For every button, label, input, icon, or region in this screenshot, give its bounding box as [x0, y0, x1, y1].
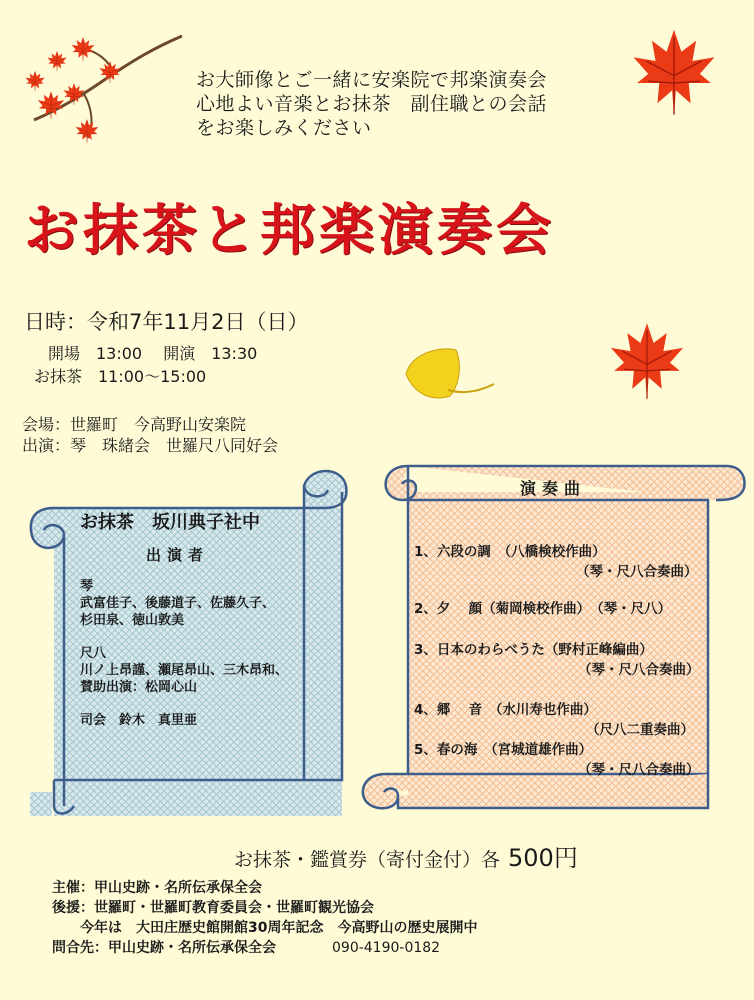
shakuhachi-names: 川ノ上昂謹、瀬尾昂山、三木昂和、 — [80, 663, 289, 678]
support: 後援：世羅町・世羅町教育委員会・世羅町観光協会 — [52, 900, 374, 916]
program-item-note: （琴・尺八合奏曲） — [578, 662, 700, 678]
intro-text — [196, 68, 547, 140]
contact: 問合先：甲山史跡・名所伝承保全会 — [52, 940, 276, 956]
intro-line: 心地よい音楽とお抹茶 副住職との会話 — [196, 93, 548, 115]
ticket-info — [234, 838, 578, 873]
tea-time: お抹茶 11:00〜15:00 — [34, 367, 207, 386]
ticket-label: お抹茶・鑑賞券（寄付金付）各 — [234, 849, 501, 871]
venue-performers: 出演：琴 珠緒会 世羅尺八同好会 — [22, 436, 279, 455]
page-title: お抹茶と邦楽演奏会 — [24, 197, 556, 262]
intro-line: お大師像とご一緒に安楽院で邦楽演奏会 — [196, 69, 548, 91]
program-heading: 演奏曲 — [520, 479, 587, 498]
program-item-note: （尺八二重奏曲） — [586, 722, 694, 738]
koto-names: 杉田泉、徳山敦美 — [80, 613, 185, 628]
venue-info — [22, 414, 278, 456]
shakuhachi-label: 尺八 — [80, 646, 107, 661]
program-item-note: （琴・尺八合奏曲） — [578, 762, 700, 778]
maple-leaf-icon — [628, 24, 720, 120]
ticket-price: 500円 — [508, 844, 578, 872]
maple-branch-icon — [14, 28, 194, 148]
venue-place: 会場：世羅町 今高野山安楽院 — [22, 415, 247, 434]
program-item: 1、六段の調 （八橋検校作曲） — [414, 544, 606, 560]
performers-list — [80, 514, 288, 729]
anniversary-note: 今年は 大田庄歴史館開館30周年記念 今高野山の歴史展開中 — [80, 920, 478, 936]
mc-name: 司会 鈴木 真里亜 — [80, 713, 198, 728]
tea-group-heading: お抹茶 坂川典子社中 — [80, 512, 260, 533]
performers-heading: 出演者 — [146, 546, 210, 564]
program-item: 3、日本のわらべうた（野村正峰編曲） — [414, 642, 653, 658]
shakuhachi-names: 賛助出演：松岡心山 — [80, 680, 198, 695]
event-date: 日時：令和7年11月2日（日） — [24, 310, 309, 334]
contact-phone: 090-4190-0182 — [332, 940, 441, 956]
program-item: 2、夕 顔（菊岡検校作曲） （琴・尺八） — [414, 601, 672, 617]
maple-leaf-icon — [606, 316, 688, 406]
program-item: 4、郷 音 （水川寿也作曲） — [414, 702, 597, 718]
intro-line: をお楽しみください — [196, 117, 372, 139]
open-time: 開場 13:00 開演 13:30 — [48, 344, 258, 363]
koto-label: 琴 — [80, 579, 94, 594]
koto-names: 武富佳子、後藤道子、佐藤久子、 — [80, 596, 276, 611]
footer-info — [52, 878, 477, 958]
ginkgo-leaf-icon — [402, 344, 498, 410]
program-item: 5、春の海 （宮城道雄作曲） — [414, 742, 593, 758]
host: 主催：甲山史跡・名所伝承保全会 — [52, 880, 262, 896]
program-item-note: （琴・尺八合奏曲） — [576, 564, 698, 580]
